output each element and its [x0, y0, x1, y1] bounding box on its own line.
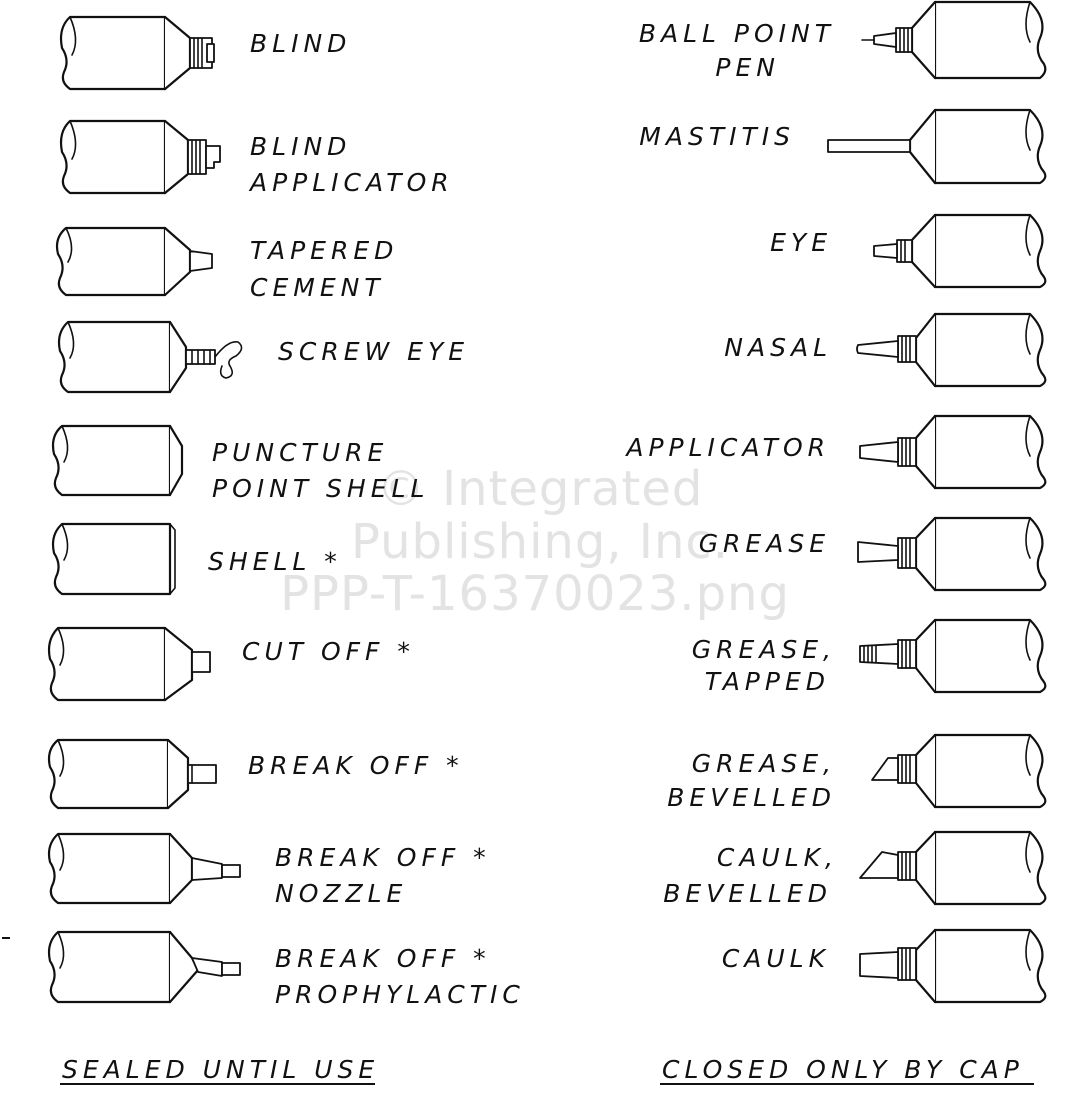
tube-grease-bevelled	[667, 735, 1045, 812]
label-grease-tapped-line-1: GREASE,	[691, 635, 836, 664]
tube-blind	[61, 17, 351, 89]
label-break-off-nozzle-line-2: NOZZLE	[275, 879, 408, 908]
tube-puncture-point-shell	[53, 426, 429, 503]
tube-eye	[770, 215, 1045, 287]
label-puncture-point-shell-line-2: POINT SHELL	[212, 474, 430, 503]
label-blind-line-1: BLIND	[250, 29, 352, 58]
label-applicator-line-1: APPLICATOR	[626, 433, 830, 462]
tube-tapered-cement	[57, 228, 398, 302]
label-break-off-line-1: BREAK OFF *	[248, 751, 464, 780]
label-break-off-prophylactic-line-2: PROPHYLACTIC	[275, 980, 525, 1009]
label-grease-line-1: GREASE	[698, 529, 830, 558]
label-tapered-cement-line-1: TAPERED	[250, 236, 399, 265]
label-break-off-prophylactic-line-1: BREAK OFF *	[275, 944, 491, 973]
label-nasal-line-1: NASAL	[724, 333, 832, 362]
label-screw-eye-line-1: SCREW EYE	[278, 337, 470, 366]
tube-break-off	[49, 740, 464, 808]
label-cut-off-line-1: CUT OFF *	[242, 637, 415, 666]
watermark-line-2: Publishing, Inc.	[350, 514, 730, 570]
label-blind-applicator-line-2: APPLICATOR	[250, 168, 454, 197]
tube-mastitis	[639, 110, 1045, 183]
label-caulk-line-1: CAULK	[721, 944, 830, 973]
label-puncture-point-shell-line-1: PUNCTURE	[212, 438, 389, 467]
closed-only-by-cap-heading: CLOSED ONLY BY CAP	[662, 1055, 1024, 1084]
tube-break-off-nozzle	[49, 834, 491, 908]
label-ball-point-pen-line-1: BALL POINT	[638, 19, 835, 48]
label-tapered-cement-line-2: CEMENT	[250, 273, 385, 302]
tube-cut-off	[49, 628, 415, 700]
label-eye-line-1: EYE	[770, 228, 832, 257]
label-shell-line-1: SHELL *	[208, 547, 342, 576]
label-grease-bevelled-line-2: BEVELLED	[667, 783, 836, 812]
tube-break-off-prophylactic	[49, 932, 525, 1009]
label-break-off-nozzle-line-1: BREAK OFF *	[275, 843, 491, 872]
label-grease-bevelled-line-1: GREASE,	[691, 749, 836, 778]
watermark-line-1: © Integrated	[376, 461, 704, 517]
label-caulk-bevelled-line-2: BEVELLED	[663, 879, 832, 908]
label-mastitis-line-1: MASTITIS	[639, 122, 795, 151]
label-blind-applicator-line-1: BLIND	[250, 132, 352, 161]
tube-blind-applicator	[61, 121, 454, 197]
label-ball-point-pen-line-2: PEN	[715, 53, 780, 82]
label-caulk-bevelled-line-1: CAULK,	[716, 843, 838, 872]
right-column-heading	[660, 1055, 1034, 1084]
tube-grease-tapped	[692, 620, 1046, 696]
tube-nasal	[724, 314, 1045, 386]
tube-caulk	[722, 930, 1046, 1002]
tube-caulk-bevelled	[663, 832, 1045, 908]
label-grease-tapped-line-2: TAPPED	[704, 667, 830, 696]
tube-ball-point-pen	[639, 2, 1045, 82]
tube-screw-eye	[59, 322, 469, 392]
sealed-until-use-heading: SEALED UNTIL USE	[62, 1055, 380, 1084]
left-column-heading	[60, 1055, 379, 1084]
watermark-line-3: PPP-T-16370023.png	[280, 566, 790, 622]
